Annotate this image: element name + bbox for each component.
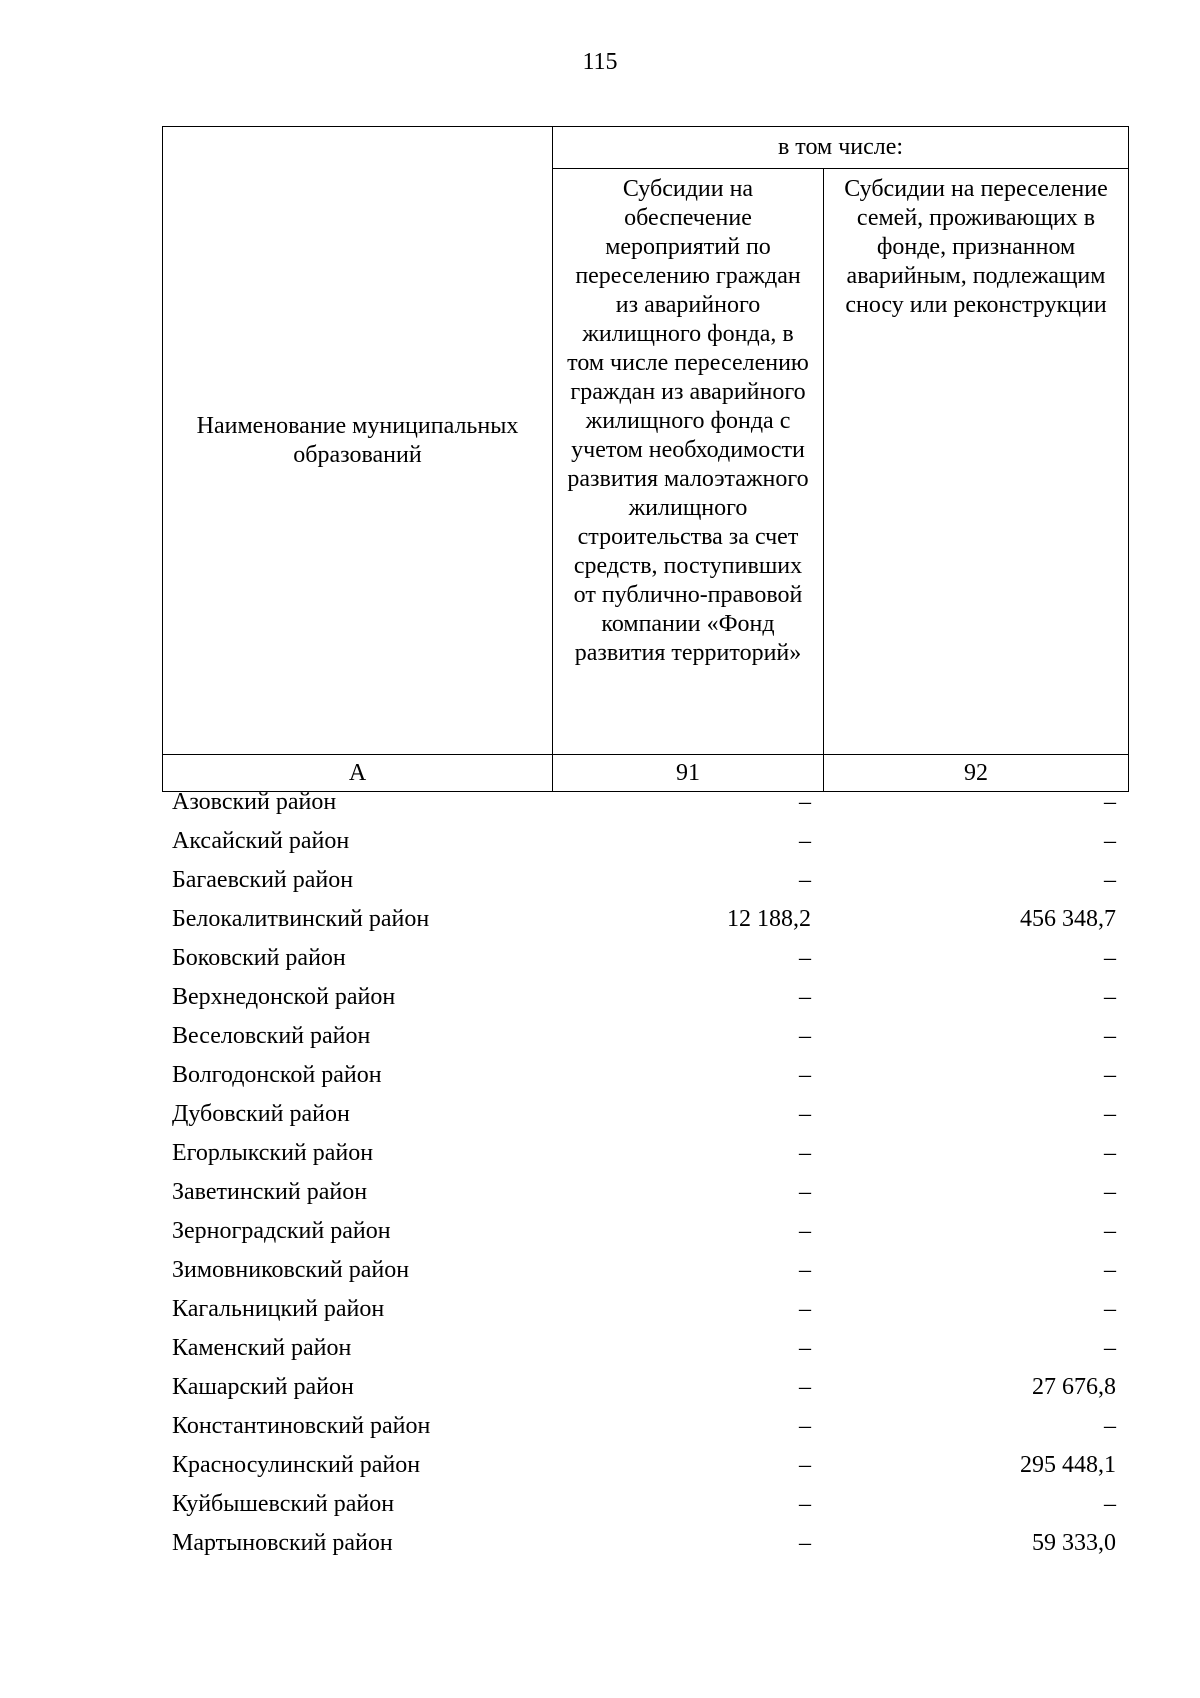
value-91: – bbox=[799, 1179, 811, 1205]
value-92: – bbox=[1104, 1179, 1116, 1205]
municipality-name: Красносулинский район bbox=[172, 1452, 421, 1478]
value-91: – bbox=[799, 1062, 811, 1088]
value-92: – bbox=[1104, 1140, 1116, 1166]
municipality-name: Зерноградский район bbox=[172, 1218, 391, 1244]
table-row bbox=[162, 783, 1128, 822]
municipality-name: Верхнедонской район bbox=[172, 984, 396, 1010]
table-row bbox=[162, 1134, 1128, 1173]
value-92: – bbox=[1104, 1218, 1116, 1244]
value-92: 27 676,8 bbox=[1032, 1374, 1116, 1400]
municipality-name: Каменский район bbox=[172, 1335, 352, 1361]
value-91: – bbox=[799, 1140, 811, 1166]
value-91: – bbox=[799, 1452, 811, 1478]
table-row bbox=[162, 1368, 1128, 1407]
municipality-name: Заветинский район bbox=[172, 1179, 368, 1205]
table-row bbox=[162, 1017, 1128, 1056]
value-91: 12 188,2 bbox=[727, 906, 811, 932]
value-92: – bbox=[1104, 1257, 1116, 1283]
value-91: – bbox=[799, 1296, 811, 1322]
municipality-name: Аксайский район bbox=[172, 828, 350, 854]
table-row bbox=[162, 1173, 1128, 1212]
table-row bbox=[162, 1407, 1128, 1446]
table-row bbox=[162, 900, 1128, 939]
table-row bbox=[162, 1485, 1128, 1524]
municipality-name: Егорлыкский район bbox=[172, 1140, 374, 1166]
value-92: – bbox=[1104, 945, 1116, 971]
value-91: – bbox=[799, 1023, 811, 1049]
value-91: – bbox=[799, 1491, 811, 1517]
municipality-name: Волгодонской район bbox=[172, 1062, 382, 1088]
value-92: – bbox=[1104, 1062, 1116, 1088]
value-91: – bbox=[799, 828, 811, 854]
value-92: – bbox=[1104, 789, 1116, 815]
column-92-header: Субсидии на переселение семей, проживающих в фонде, признанном аварийным, подлежащим сносу или реконструкции bbox=[824, 169, 1129, 755]
municipality-name: Куйбышевский район bbox=[172, 1491, 395, 1517]
municipality-name: Мартыновский район bbox=[172, 1530, 393, 1556]
municipality-name: Багаевский район bbox=[172, 867, 354, 893]
value-91: – bbox=[799, 1413, 811, 1439]
value-92: 456 348,7 bbox=[1020, 906, 1116, 932]
table-header bbox=[162, 126, 1129, 792]
table-row bbox=[162, 1329, 1128, 1368]
value-92: 295 448,1 bbox=[1020, 1452, 1116, 1478]
value-91: – bbox=[799, 1374, 811, 1400]
table-body bbox=[162, 783, 1128, 1563]
municipality-name-header: Наименование муниципальных образований bbox=[163, 127, 553, 755]
value-91: – bbox=[799, 1257, 811, 1283]
column-91-header: Субсидии на обеспечение мероприятий по переселению граждан из аварийного жилищного фонда, в том числе переселению граждан из аварийного жилищного фонда с учетом необходимости развития малоэтажного жилищного строительства за счет средств, поступивших от публично-правовой компании «Фонд развития территорий» bbox=[553, 169, 824, 755]
value-92: – bbox=[1104, 1296, 1116, 1322]
value-92: – bbox=[1104, 828, 1116, 854]
value-91: – bbox=[799, 1530, 811, 1556]
table-row bbox=[162, 861, 1128, 900]
value-91: – bbox=[799, 1101, 811, 1127]
municipality-name: Константиновский район bbox=[172, 1413, 431, 1439]
value-91: – bbox=[799, 1335, 811, 1361]
table-row bbox=[162, 1095, 1128, 1134]
page-number: 115 bbox=[582, 49, 618, 75]
column-91-number: 91 bbox=[553, 755, 824, 792]
table-row bbox=[162, 939, 1128, 978]
value-92: – bbox=[1104, 867, 1116, 893]
value-92: – bbox=[1104, 1491, 1116, 1517]
value-91: – bbox=[799, 984, 811, 1010]
table-row bbox=[162, 978, 1128, 1017]
table-row bbox=[162, 1524, 1128, 1563]
table-row bbox=[162, 1251, 1128, 1290]
value-91: – bbox=[799, 867, 811, 893]
value-91: – bbox=[799, 945, 811, 971]
value-91: – bbox=[799, 789, 811, 815]
column-a-number: А bbox=[163, 755, 553, 792]
municipality-name: Дубовский район bbox=[172, 1101, 350, 1127]
value-92: 59 333,0 bbox=[1032, 1530, 1116, 1556]
value-92: – bbox=[1104, 1335, 1116, 1361]
municipality-name: Веселовский район bbox=[172, 1023, 371, 1049]
value-92: – bbox=[1104, 984, 1116, 1010]
value-92: – bbox=[1104, 1101, 1116, 1127]
value-92: – bbox=[1104, 1023, 1116, 1049]
including-header: в том числе: bbox=[553, 127, 1129, 169]
municipality-name: Кашарский район bbox=[172, 1374, 354, 1400]
municipality-name: Белокалитвинский район bbox=[172, 906, 430, 932]
table-row bbox=[162, 1290, 1128, 1329]
table-row bbox=[162, 822, 1128, 861]
value-91: – bbox=[799, 1218, 811, 1244]
table-row bbox=[162, 1212, 1128, 1251]
municipality-name: Азовский район bbox=[172, 789, 337, 815]
value-92: – bbox=[1104, 1413, 1116, 1439]
municipality-name: Кагальницкий район bbox=[172, 1296, 385, 1322]
table-row bbox=[162, 1446, 1128, 1485]
municipality-name: Зимовниковский район bbox=[172, 1257, 410, 1283]
table-row bbox=[162, 1056, 1128, 1095]
municipality-name: Боковский район bbox=[172, 945, 346, 971]
column-92-number: 92 bbox=[824, 755, 1129, 792]
